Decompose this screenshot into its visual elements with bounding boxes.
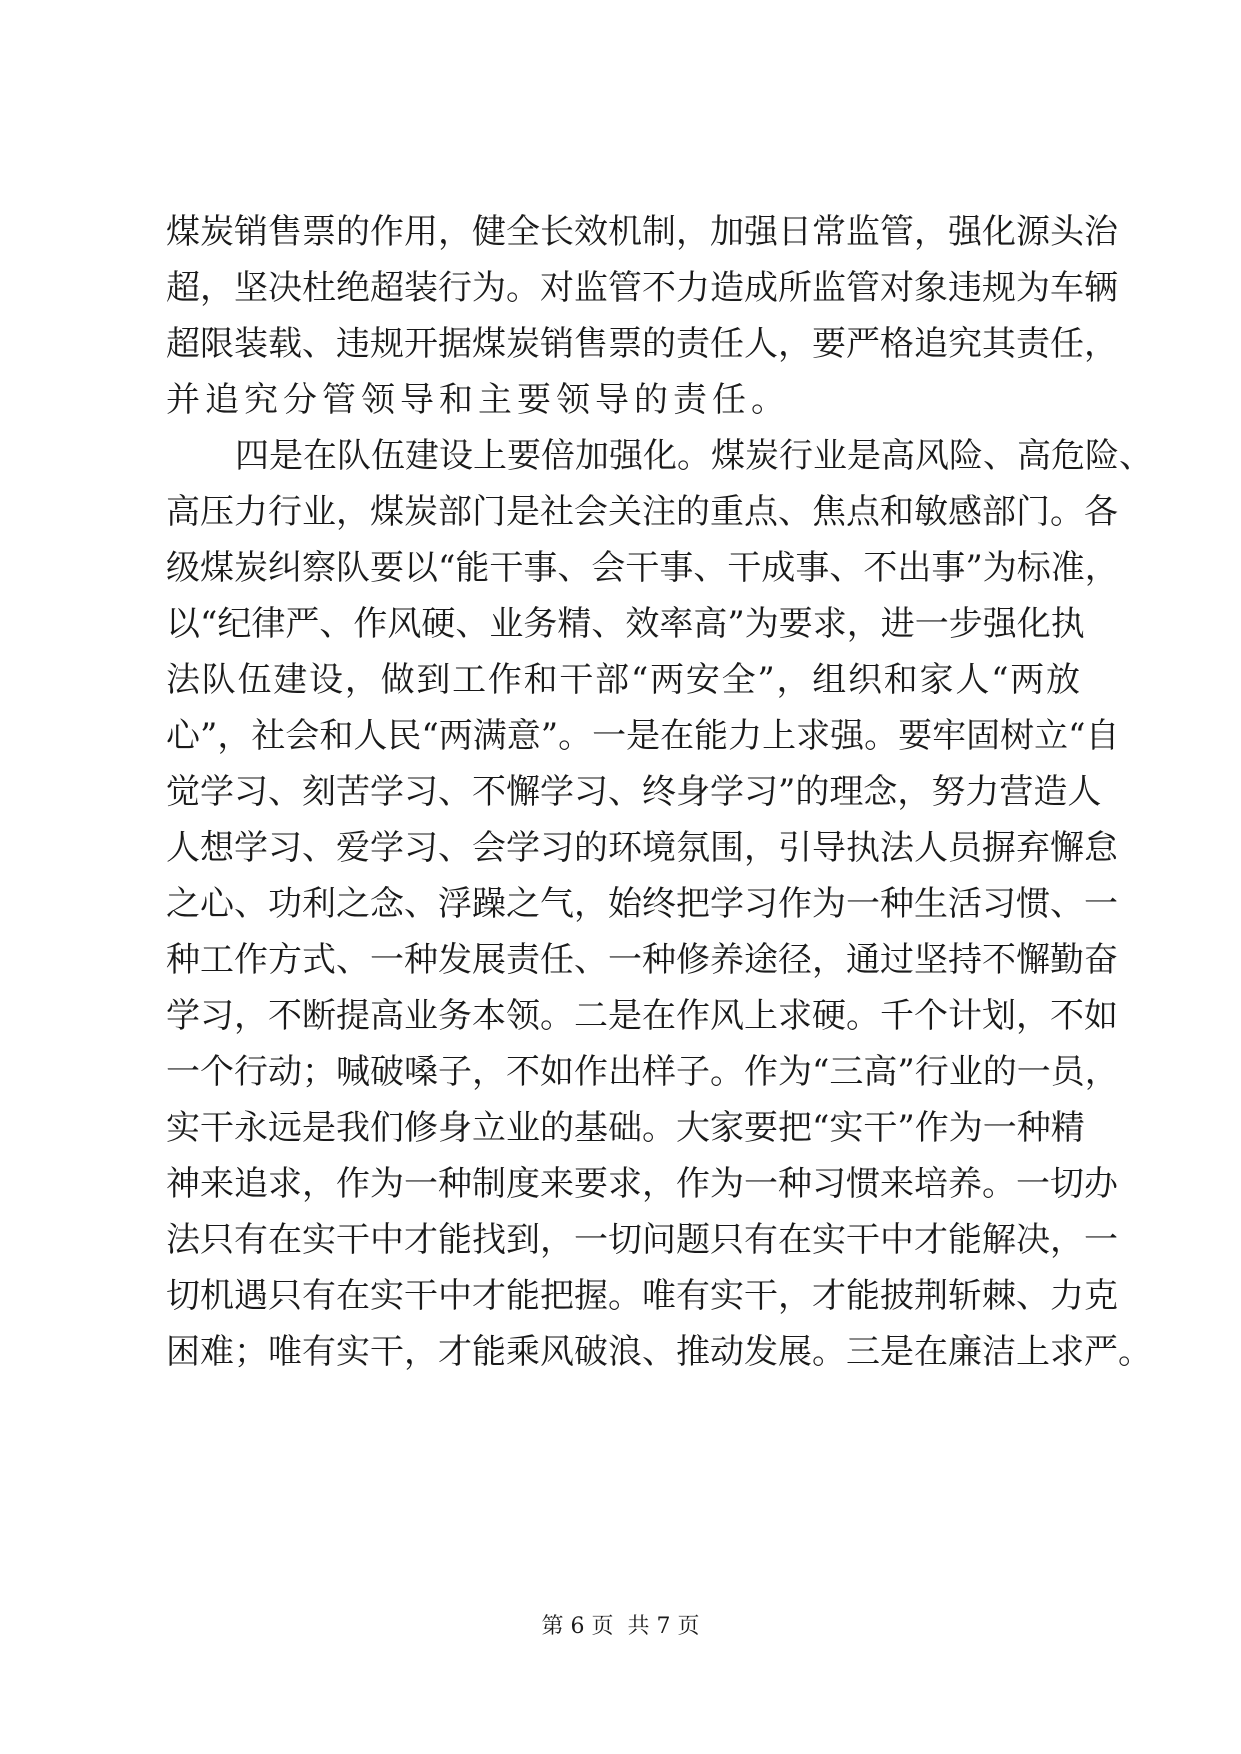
text-line: 并追究分管领导和主要领导的责任。 bbox=[166, 380, 790, 420]
text-line: 种工作方式、一种发展责任、一种修养途径，通过坚持不懈勤奋 bbox=[166, 940, 1118, 980]
text-line: 级煤炭纠察队要以“能干事、会干事、干成事、不出事”为标准， bbox=[166, 548, 1119, 588]
text-line: 超，坚决杜绝超装行为。对监管不力造成所监管对象违规为车辆 bbox=[166, 268, 1118, 308]
text-line: 心”，社会和人民“两满意”。一是在能力上求强。要牢固树立“自 bbox=[166, 716, 1120, 756]
page-footer bbox=[0, 1612, 1241, 1642]
page-number-label: 第 6 页 共 7 页 bbox=[541, 1614, 700, 1639]
text-line: 超限装载、违规开据煤炭销售票的责任人，要严格追究其责任， bbox=[166, 324, 1118, 364]
text-line: 实干永远是我们修身立业的基础。大家要把“实干”作为一种精 bbox=[166, 1108, 1085, 1148]
text-line: 法只有在实干中才能找到，一切问题只有在实干中才能解决，一 bbox=[166, 1220, 1118, 1260]
text-line: 切机遇只有在实干中才能把握。唯有实干，才能披荆斩棘、力克 bbox=[166, 1276, 1118, 1316]
text-line: 困难；唯有实干，才能乘风破浪、推动发展。三是在廉洁上求严。 bbox=[166, 1332, 1152, 1372]
text-line: 学习，不断提高业务本领。二是在作风上求硬。千个计划，不如 bbox=[166, 996, 1118, 1036]
text-line: 以“纪律严、作风硬、业务精、效率高”为要求，进一步强化执 bbox=[166, 604, 1085, 644]
text-line: 人想学习、爱学习、会学习的环境氛围，引导执法人员摒弃懈怠 bbox=[166, 828, 1118, 868]
text-line: 觉学习、刻苦学习、不懈学习、终身学习”的理念，努力营造人 bbox=[166, 772, 1102, 812]
text-line: 神来追求，作为一种制度来要求，作为一种习惯来培养。一切办 bbox=[166, 1164, 1118, 1204]
text-line: 煤炭销售票的作用，健全长效机制，加强日常监管，强化源头治 bbox=[166, 212, 1118, 252]
text-line: 高压力行业，煤炭部门是社会关注的重点、焦点和敏感部门。各 bbox=[166, 492, 1118, 532]
paragraph-first-line: 四是在队伍建设上要倍加强化。煤炭行业是高风险、高危险、 bbox=[235, 436, 1153, 476]
text-line: 一个行动；喊破嗓子，不如作出样子。作为“三高”行业的一员， bbox=[166, 1052, 1119, 1092]
text-line: 之心、功利之念、浮躁之气，始终把学习作为一种生活习惯、一 bbox=[166, 884, 1118, 924]
text-line: 法队伍建设，做到工作和干部“两安全”，组织和家人“两放 bbox=[166, 660, 1080, 700]
